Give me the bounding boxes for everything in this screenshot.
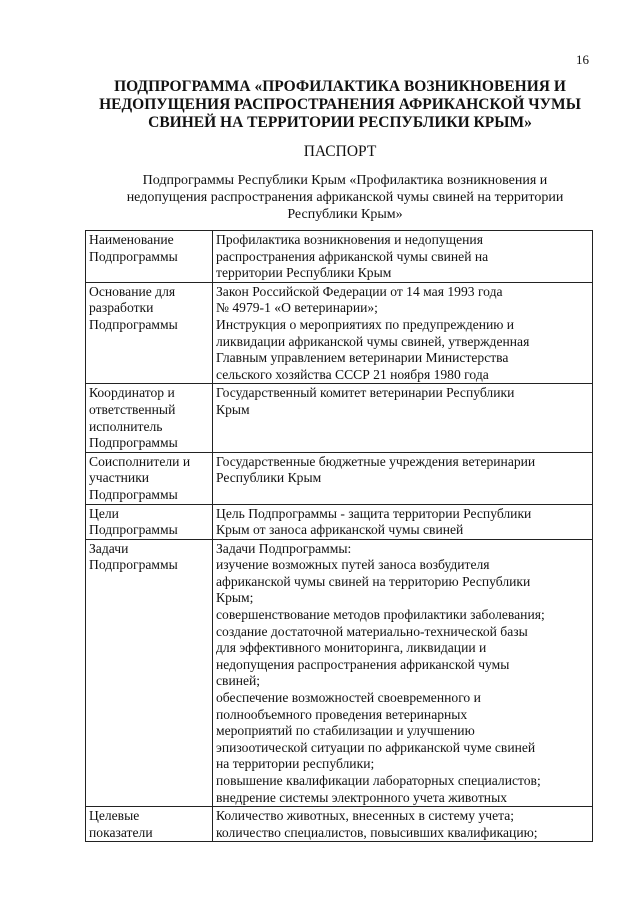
- row-content-line: обеспечение возможностей своевременного и: [216, 690, 481, 706]
- row-content-line: Профилактика возникновения и недопущения: [216, 232, 483, 247]
- row-content-line: Государственный комитет ветеринарии Республики: [216, 385, 515, 401]
- row-content-line: повышение квалификации лабораторных специалистов;: [216, 773, 541, 788]
- row-content-line: полнообъемного проведения ветеринарных: [216, 706, 468, 722]
- row-content-line: количество специалистов, повысивших квалификацию;: [216, 824, 538, 840]
- subtitle-line: Республики Крым»: [287, 207, 403, 222]
- row-content-line: для эффективного мониторинга, ликвидации и: [216, 640, 487, 656]
- row-label-line: разработки: [89, 300, 154, 316]
- title-line: НЕДОПУЩЕНИЯ РАСПРОСТРАНЕНИЯ АФРИКАНСКОЙ ЧУМЫ: [99, 96, 581, 113]
- table-row: [86, 384, 593, 452]
- row-content-line: эпизоотической ситуации по африканской чуме свиней: [216, 739, 536, 755]
- row-content-line: создание достаточной материально-технической базы: [216, 623, 528, 639]
- table-row: [86, 539, 593, 807]
- row-content-cell: [213, 231, 593, 283]
- row-label-line: Задачи: [89, 540, 129, 556]
- passport-table-body: [86, 231, 593, 842]
- row-content-line: Инструкция о мероприятиях по предупреждению и: [216, 316, 515, 332]
- row-label-cell: [86, 539, 213, 807]
- row-label-line: участники: [89, 470, 150, 486]
- page-number: 16: [576, 52, 589, 67]
- subtitle-line: недопущения распространения африканской чумы свиней на территории: [126, 190, 564, 205]
- row-content-line: недопущения распространения африканской чумы: [216, 656, 510, 672]
- row-label-line: ответственный: [89, 401, 176, 417]
- row-label-line: Подпрограммы: [89, 486, 178, 502]
- row-content-line: Государственные бюджетные учреждения ветеринарии: [216, 453, 536, 469]
- row-content-line: сельского хозяйства СССР 21 ноября 1980 года: [216, 366, 489, 382]
- row-label-line: Подпрограммы: [89, 248, 178, 264]
- row-content-line: Крым;: [216, 590, 254, 606]
- row-content-line: Цель Подпрограммы - защита территории Республики: [216, 505, 532, 521]
- row-label-line: Подпрограммы: [89, 557, 178, 573]
- row-content-line: мероприятий по стабилизации и улучшению: [216, 723, 475, 739]
- title-line: СВИНЕЙ НА ТЕРРИТОРИИ РЕСПУБЛИКИ КРЫМ»: [148, 114, 532, 131]
- table-row: [86, 282, 593, 384]
- row-content-line: Количество животных, внесенных в систему учета;: [216, 808, 515, 824]
- row-label-cell: [86, 807, 213, 842]
- row-content-cell: [213, 504, 593, 539]
- title-line: ПОДПРОГРАММА «ПРОФИЛАКТИКА ВОЗНИКНОВЕНИЯ И: [114, 78, 566, 95]
- row-content-line: на территории республики;: [216, 756, 375, 772]
- row-label-line: Подпрограммы: [89, 316, 178, 332]
- row-content-line: внедрение системы электронного учета животных: [216, 789, 507, 805]
- subtitle: [95, 172, 595, 223]
- row-label-cell: [86, 504, 213, 539]
- document-title: [60, 78, 620, 132]
- row-label-cell: [86, 282, 213, 384]
- table-row: [86, 807, 593, 842]
- row-label-line: исполнитель: [89, 418, 163, 434]
- table-row: [86, 452, 593, 504]
- row-content-line: свиней;: [216, 673, 261, 689]
- row-content-cell: [213, 384, 593, 452]
- passport-heading: ПАСПОРТ: [303, 143, 377, 160]
- subtitle-line: Подпрограммы Республики Крым «Профилактика возникновения и: [142, 173, 548, 188]
- row-label-line: Подпрограммы: [89, 522, 178, 538]
- row-label-line: Соисполнители и: [89, 453, 191, 469]
- passport-table: [85, 230, 593, 842]
- row-label-line: Подпрограммы: [89, 435, 178, 451]
- row-content-cell: [213, 539, 593, 807]
- row-label-line: Основание для: [89, 283, 176, 299]
- table-row: [86, 231, 593, 283]
- row-content-line: совершенствование методов профилактики заболевания;: [216, 607, 545, 623]
- row-label-cell: [86, 452, 213, 504]
- row-label-line: Наименование: [89, 232, 174, 247]
- row-label-cell: [86, 231, 213, 283]
- table-row: [86, 504, 593, 539]
- row-label-line: Координатор и: [89, 385, 175, 401]
- row-content-line: изучение возможных путей заноса возбудителя: [216, 557, 490, 573]
- row-content-line: африканской чумы свиней на территорию Республики: [216, 573, 531, 589]
- row-label-line: Цели: [89, 505, 119, 521]
- row-content-line: территории Республики Крым: [216, 265, 392, 281]
- row-content-cell: [213, 452, 593, 504]
- row-content-line: распространения африканской чумы свиней на: [216, 248, 489, 264]
- row-label-cell: [86, 384, 213, 452]
- row-content-line: Задачи Подпрограммы:: [216, 540, 352, 556]
- row-content-line: № 4979-1 «О ветеринарии»;: [216, 300, 378, 316]
- row-label-line: Целевые: [89, 808, 140, 824]
- row-content-cell: [213, 807, 593, 842]
- row-content-line: Крым: [216, 401, 250, 417]
- row-content-line: ликвидации африканской чумы свиней, утвержденная: [216, 333, 530, 349]
- row-label-line: показатели: [89, 824, 153, 840]
- row-content-line: Крым от заноса африканской чумы свиней: [216, 522, 464, 538]
- row-content-line: Главным управлением ветеринарии Министерства: [216, 350, 509, 366]
- row-content-line: Республики Крым: [216, 470, 322, 486]
- row-content-line: Закон Российской Федерации от 14 мая 1993 года: [216, 283, 503, 299]
- row-content-cell: [213, 282, 593, 384]
